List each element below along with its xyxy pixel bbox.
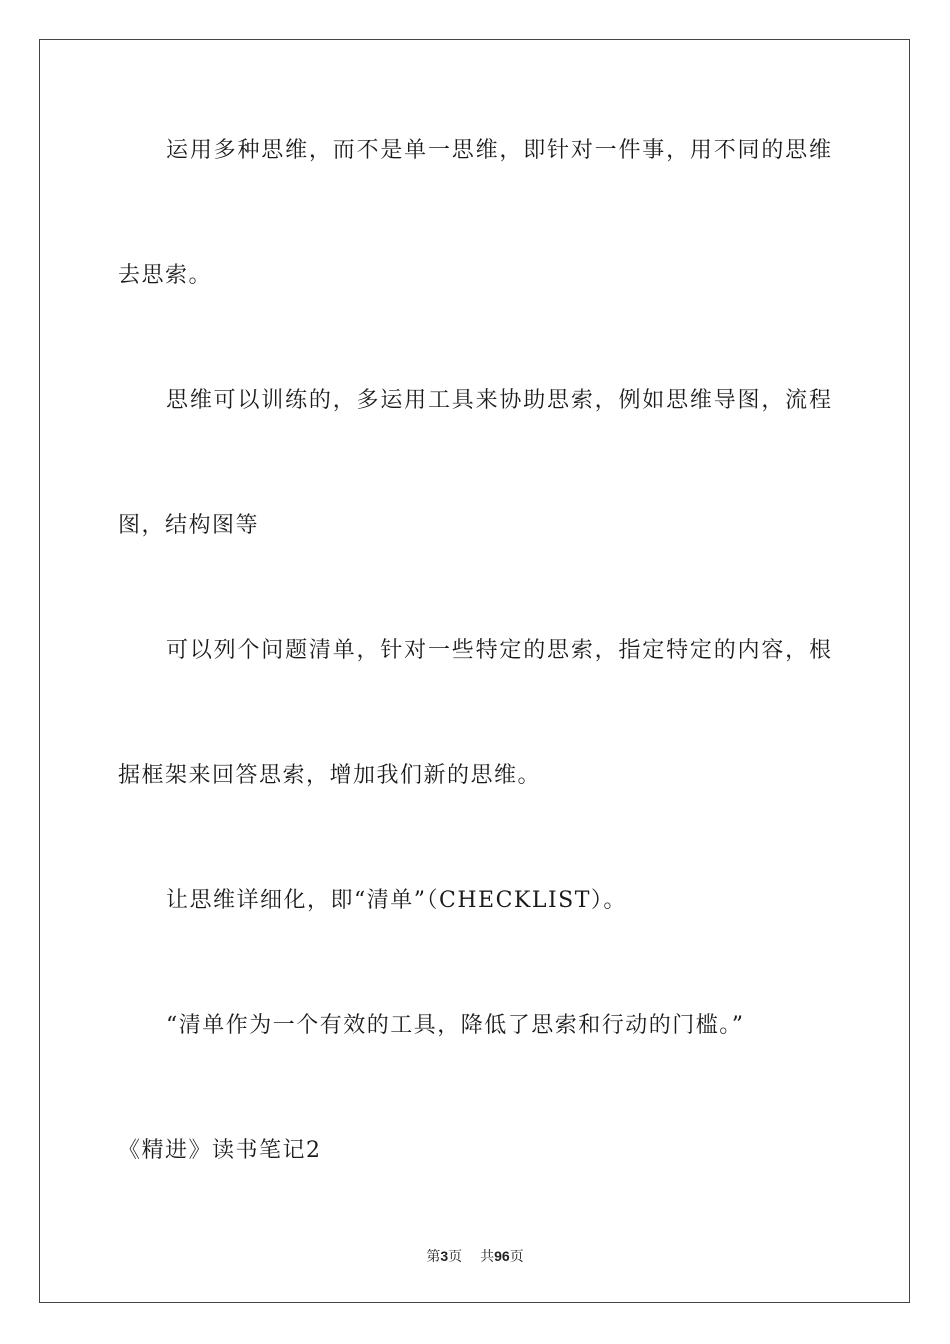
total-suffix: 页 [509,1249,524,1265]
paragraph-line: 思维可以训练的，多运用工具来协助思索，例如思维导图，流程 [166,388,831,413]
paragraph-line: 运用多种思维，而不是单一思维，即针对一件事，用不同的思维 [166,138,831,163]
section-heading: 《精进》读书笔记2 [118,1138,322,1163]
paragraph-line: 图，结构图等 [118,513,260,538]
page-prefix: 第 [426,1249,441,1265]
page-suffix: 页 [448,1249,463,1265]
quote-line: “清单作为一个有效的工具，降低了思索和行动的门槛。” [166,1013,745,1038]
total-prefix: 共 [480,1249,495,1265]
paragraph-line: 去思索。 [118,263,213,288]
page-footer [0,1246,950,1267]
paragraph-line: 让思维详细化，即“清单”（CHECKLIST）。 [166,888,627,913]
paragraph-line: 据框架来回答思索，增加我们新的思维。 [118,763,542,788]
total-pages: 96 [494,1248,510,1264]
page-border [39,39,910,1303]
paragraph-line: 可以列个问题清单，针对一些特定的思索，指定特定的内容，根 [166,638,831,663]
page-number: 3 [440,1248,449,1264]
